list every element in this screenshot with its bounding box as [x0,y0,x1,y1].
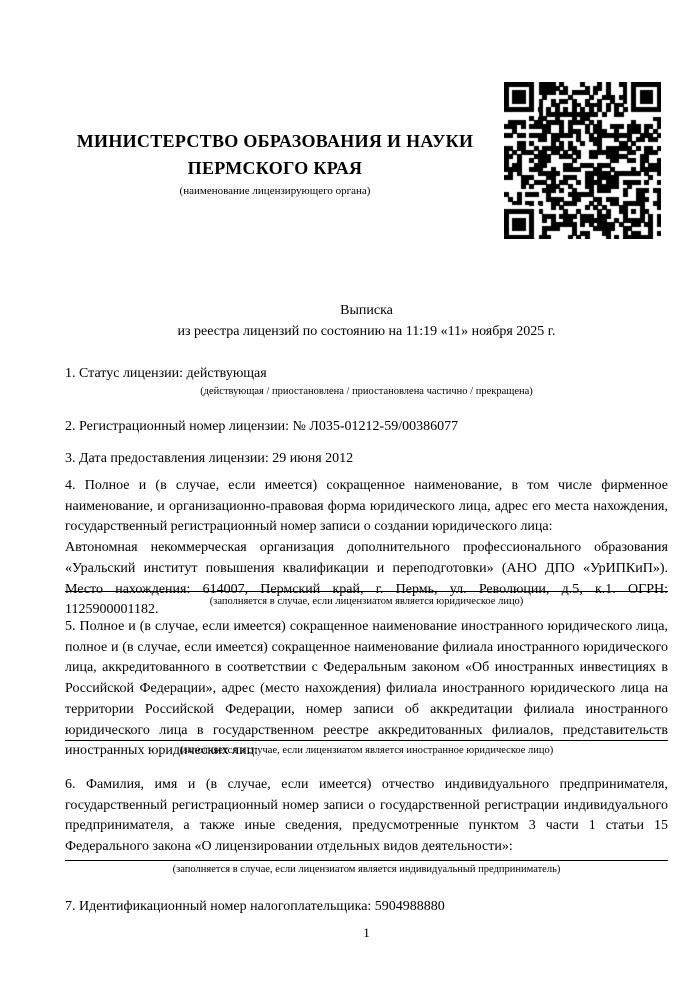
registration-number-line: 2. Регистрационный номер лицензии: № Л035-01212-59/00386077 [65,419,459,434]
licensing-authority-header [60,128,490,197]
entrepreneur-description: 6. Фамилия, имя и (в случае, если имеется) отчество индивидуального предпринимателя, государственный регистрационный номер записи о государственной регистрации индивидуального предпринимателя, а также иные сведения, предусмотренные пунктом 3 части 1 статьи 15 Федерального закона «О лицензировании отдельных видов деятельности»: [65,777,668,855]
legal-entity-underline [65,591,668,592]
status-options-caption: (действующая / приостановлена / приостановлена частично / прекращена) [200,386,533,397]
document-title [65,301,668,342]
document-title-line2: из реестра лицензий по состоянию на 11:19 «11» ноября 2025 г. [177,323,556,339]
license-grant-date-line: 3. Дата предоставления лицензии: 29 июня 2012 [65,451,354,466]
page-number: 1 [363,925,370,940]
license-status-line: 1. Статус лицензии: действующая [65,366,267,381]
ministry-name [60,128,490,182]
legal-entity-value: Автономная некоммерческая организация дополнительного профессионального образования «Уральский институт повышения квалификации и переподготовки» (АНО ДПО «УрИПКиП»). Место нахождения: 614007, Пермский край, г. Пермь, ул. Революции, д.5, к.1. ОГРН: 1125900001182. [65,540,668,618]
foreign-entity-caption: (заполняется в случае, если лицензиатом является иностранное юридическое лицо) [179,745,554,756]
qr-code [504,82,661,239]
ministry-name-line2: ПЕРМСКОГО КРАЯ [187,158,363,178]
entrepreneur-blank-field [65,860,668,861]
entrepreneur-caption: (заполняется в случае, если лицензиатом является индивидуальный предприниматель) [172,864,561,875]
foreign-entity-description: 5. Полное и (в случае, если имеется) сокращенное наименование иностранного юридического лица, полное и (в случае, если имеется) сокращенное наименование филиала иностранного юридического лица, аккредитованного в соответствии с Федеральным законом «Об иностранных инвестициях в Российской Федерации», адрес (место нахождения) филиала иностранного юридического лица на территории Российской Федерации, номер записи об аккредитации филиала иностранного юридического лица в государственном реестре аккредитованных филиалов, представительств иностранных юридических лиц: [65,619,668,759]
ministry-caption: (наименование лицензирующего органа) [179,185,371,197]
legal-entity-description: 4. Полное и (в случае, если имеется) сокращенное наименование, в том числе фирменное наименование, и организационно-правовая форма юридического лица, адрес его места нахождения, государственный регистрационный номер записи о создании юридического лица: [65,478,668,535]
ministry-name-line1: МИНИСТЕРСТВО ОБРАЗОВАНИЯ И НАУКИ [76,131,474,151]
taxpayer-number-line: 7. Идентификационный номер налогоплательщика: 5904988880 [65,899,445,914]
legal-entity-caption: (заполняется в случае, если лицензиатом является юридическое лицо) [209,596,524,607]
document-title-line1: Выписка [340,303,393,318]
foreign-entity-blank-field [65,740,668,741]
